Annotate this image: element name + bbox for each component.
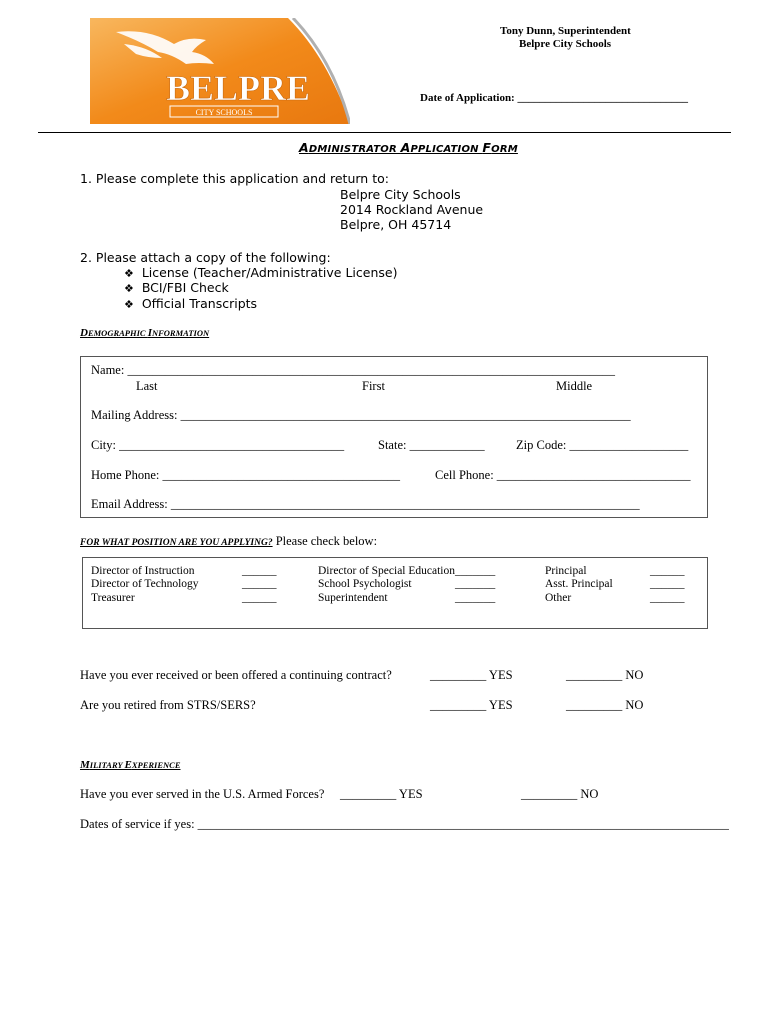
position-heading: FOR WHAT POSITION ARE YOU APPLYING? Please check below: bbox=[80, 534, 378, 548]
logo-text: BELPRE bbox=[166, 68, 311, 108]
position-option: Director of Special Education bbox=[318, 565, 455, 577]
cell-phone-field[interactable]: Cell Phone: _______________________________ bbox=[435, 468, 691, 482]
email-address-field[interactable]: Email Address: ___________________________________________________________________________ bbox=[91, 497, 640, 511]
name-last-label: Last bbox=[136, 379, 158, 393]
date-of-application-field[interactable]: Date of Application: _______________________________ bbox=[420, 92, 688, 104]
diamond-bullet-icon: ❖ bbox=[124, 282, 134, 295]
demographic-box bbox=[80, 356, 708, 518]
mailing-address-field[interactable]: Mailing Address: ________________________________________________________________________ bbox=[91, 408, 631, 422]
position-checkbox-blank[interactable]: _______ bbox=[455, 592, 496, 604]
district-name: Belpre City Schools bbox=[519, 38, 612, 50]
attachment-item: ❖ Official Transcripts bbox=[124, 296, 258, 311]
position-checkbox-blank[interactable]: ______ bbox=[650, 592, 685, 604]
position-checkbox-blank[interactable]: ______ bbox=[650, 578, 685, 590]
contract-question: Have you ever received or been offered a continuing contract? bbox=[80, 668, 392, 682]
logo-subtext: CITY SCHOOLS bbox=[195, 108, 253, 117]
position-checkbox-blank[interactable]: ______ bbox=[242, 592, 277, 604]
position-option: Principal bbox=[545, 565, 587, 577]
retired-yes-blank[interactable]: _________ YES bbox=[430, 698, 513, 712]
home-phone-field[interactable]: Home Phone: ______________________________________ bbox=[91, 468, 401, 482]
return-address-line1: Belpre City Schools bbox=[340, 187, 461, 202]
position-option: Director of Instruction bbox=[91, 565, 195, 577]
name-first-label: First bbox=[362, 379, 385, 393]
position-checkbox-blank[interactable]: _______ bbox=[455, 565, 496, 577]
military-heading: MILITARY EXPERIENCE bbox=[80, 759, 181, 771]
position-checkbox-blank[interactable]: ______ bbox=[650, 565, 685, 577]
position-option: Treasurer bbox=[91, 592, 135, 604]
military-no-blank[interactable]: _________ NO bbox=[521, 787, 599, 801]
diamond-bullet-icon: ❖ bbox=[124, 267, 134, 280]
contract-no-blank[interactable]: _________ NO bbox=[566, 668, 644, 682]
position-option: Superintendent bbox=[318, 592, 388, 604]
return-address-line2: 2014 Rockland Avenue bbox=[340, 202, 484, 217]
attachment-item: ❖ BCI/FBI Check bbox=[124, 280, 229, 295]
demographic-heading: DEMOGRAPHIC INFORMATION bbox=[80, 327, 210, 339]
state-field[interactable]: State: ____________ bbox=[378, 438, 485, 452]
form-title: ADMINISTRATOR APPLICATION FORM bbox=[299, 140, 518, 155]
position-option: School Psychologist bbox=[318, 578, 412, 590]
instruction-2: 2. Please attach a copy of the following: bbox=[80, 250, 331, 265]
diamond-bullet-icon: ❖ bbox=[124, 298, 134, 311]
retired-question: Are you retired from STRS/SERS? bbox=[80, 698, 256, 712]
retired-no-blank[interactable]: _________ NO bbox=[566, 698, 644, 712]
position-checkbox-blank[interactable]: _______ bbox=[455, 578, 496, 590]
attachment-item: ❖ License (Teacher/Administrative License) bbox=[124, 265, 398, 280]
return-address-line3: Belpre, OH 45714 bbox=[340, 217, 452, 232]
military-yes-blank[interactable]: _________ YES bbox=[340, 787, 423, 801]
zip-code-field[interactable]: Zip Code: ___________________ bbox=[516, 438, 689, 452]
contract-yes-blank[interactable]: _________ YES bbox=[430, 668, 513, 682]
position-checkbox-blank[interactable]: ______ bbox=[242, 578, 277, 590]
position-option: Director of Technology bbox=[91, 578, 199, 590]
name-field[interactable]: Name: ______________________________________________________________________________ bbox=[91, 363, 615, 377]
name-middle-label: Middle bbox=[556, 379, 593, 393]
position-option: Other bbox=[545, 592, 572, 604]
belpre-logo bbox=[88, 18, 350, 124]
position-checkbox-blank[interactable]: ______ bbox=[242, 565, 277, 577]
military-question: Have you ever served in the U.S. Armed Forces? bbox=[80, 787, 325, 801]
position-option: Asst. Principal bbox=[545, 578, 613, 590]
superintendent-name: Tony Dunn, Superintendent bbox=[500, 25, 631, 37]
header-rule bbox=[38, 132, 731, 133]
dates-of-service-field[interactable]: Dates of service if yes: _____________________________________________________________________________________ bbox=[80, 817, 729, 831]
city-field[interactable]: City: ____________________________________ bbox=[91, 438, 345, 452]
instruction-1: 1. Please complete this application and return to: bbox=[80, 171, 389, 186]
